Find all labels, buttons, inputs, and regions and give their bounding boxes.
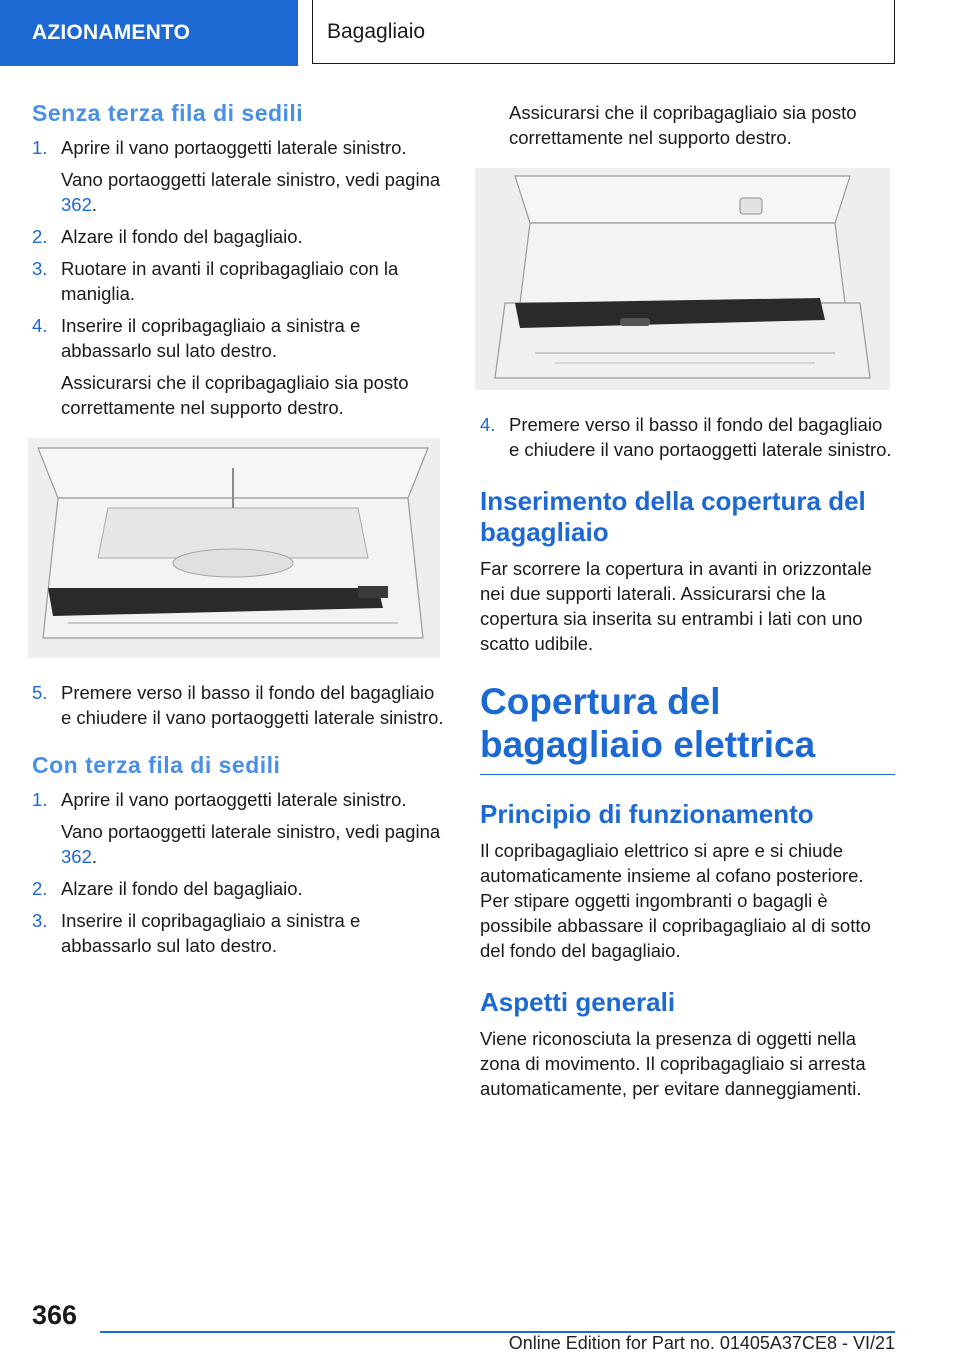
step-note: Assicurarsi che il copribagagliaio sia posto correttamente nel supporto destro. [509,102,857,148]
heading-insert-cover: Inserimento della copertura del bagagliaio [480,486,866,547]
step-text: Ruotare in avanti il copribagagliaio con la maniglia. [61,258,399,304]
step-item [32,787,444,812]
step-note: Assicurarsi che il copribagagliaio sia posto correttamente nel supporto destro. [61,372,409,418]
heading-principle: Principio di funzionamento [480,799,814,829]
page-link[interactable]: 362 [61,194,92,215]
step-text: Premere verso il basso il fondo del bagagliaio e chiudere il vano portaoggetti laterale sinistro. [509,414,892,460]
step-text: Inserire il copribagagliaio a sinistra e abbassarlo sul lato destro. [61,315,361,361]
step-item [32,680,444,730]
edition-note: Online Edition for Part no. 01405A37CE8 - VI/21 [508,1333,895,1353]
heading-general: Aspetti generali [480,987,676,1017]
trunk-cover-image [475,168,890,390]
step-number: 4. [32,315,48,336]
step-item [32,908,444,958]
left-column [32,100,444,965]
chapter-title: Bagagliaio [327,19,426,43]
step-number: 2. [32,878,48,899]
step-item [32,876,444,901]
step-note [32,819,444,869]
paragraph-general: Viene riconosciuta la presenza di oggetti nella zona di movimento. Il copribagagliaio si arresta automaticamente, per evitare danneggiamenti. [480,1028,866,1099]
heading-electric-cover: Copertura del bagagliaio elettrica [480,680,895,775]
trunk-illustration-right [475,168,890,390]
note-text-end: . [91,846,98,867]
step-number: 5. [32,682,48,703]
page-link[interactable]: 362 [61,846,92,867]
trunk-illustration-left [28,438,440,658]
note-text-end: . [91,194,98,215]
paragraph-insert-cover: Far scorrere la copertura in avanti in orizzontale nei due supporti laterali. Assicurarsi che la copertura sia inserita su entrambi i lati con uno scatto udibile. [480,558,872,654]
trunk-cover-image [28,438,440,658]
step-text: Aprire il vano portaoggetti laterale sinistro. [61,137,407,158]
heading-without-third-row: Senza terza fila di sedili [32,100,304,126]
heading-with-third-row: Con terza fila di sedili [32,752,281,778]
step-item [480,412,895,462]
step-text: Aprire il vano portaoggetti laterale sinistro. [61,789,407,810]
step-number: 3. [32,258,48,279]
right-column [480,100,895,1101]
step-text: Alzare il fondo del bagagliaio. [61,226,303,247]
page-number: 366 [32,1300,78,1330]
paragraph-principle: Il copribagagliaio elettrico si apre e si chiude automaticamente insieme al cofano posteriore. Per stipare oggetti ingombranti o bagagli è possibile abbassare il copribagagliaio al di sotto del fondo del bagagliaio. [480,840,871,961]
section-title: AZIONAMENTO [32,21,191,44]
note-text: Vano portaoggetti laterale sinistro, vedi pagina [61,169,441,190]
step-text: Alzare il fondo del bagagliaio. [61,878,303,899]
step-text: Inserire il copribagagliaio a sinistra e abbassarlo sul lato destro. [61,910,361,956]
step-number: 2. [32,226,48,247]
section-tab [0,0,298,66]
step-item [32,256,444,306]
step-number: 4. [480,414,496,435]
step-item [32,224,444,249]
step-item [32,135,444,160]
step-item [32,313,444,363]
step-number: 3. [32,910,48,931]
note-text: Vano portaoggetti laterale sinistro, vedi pagina [61,821,441,842]
step-number: 1. [32,137,48,158]
step-number: 1. [32,789,48,810]
chapter-header [312,0,895,64]
step-text: Premere verso il basso il fondo del bagagliaio e chiudere il vano portaoggetti laterale sinistro. [61,682,444,728]
step-note [32,167,444,217]
